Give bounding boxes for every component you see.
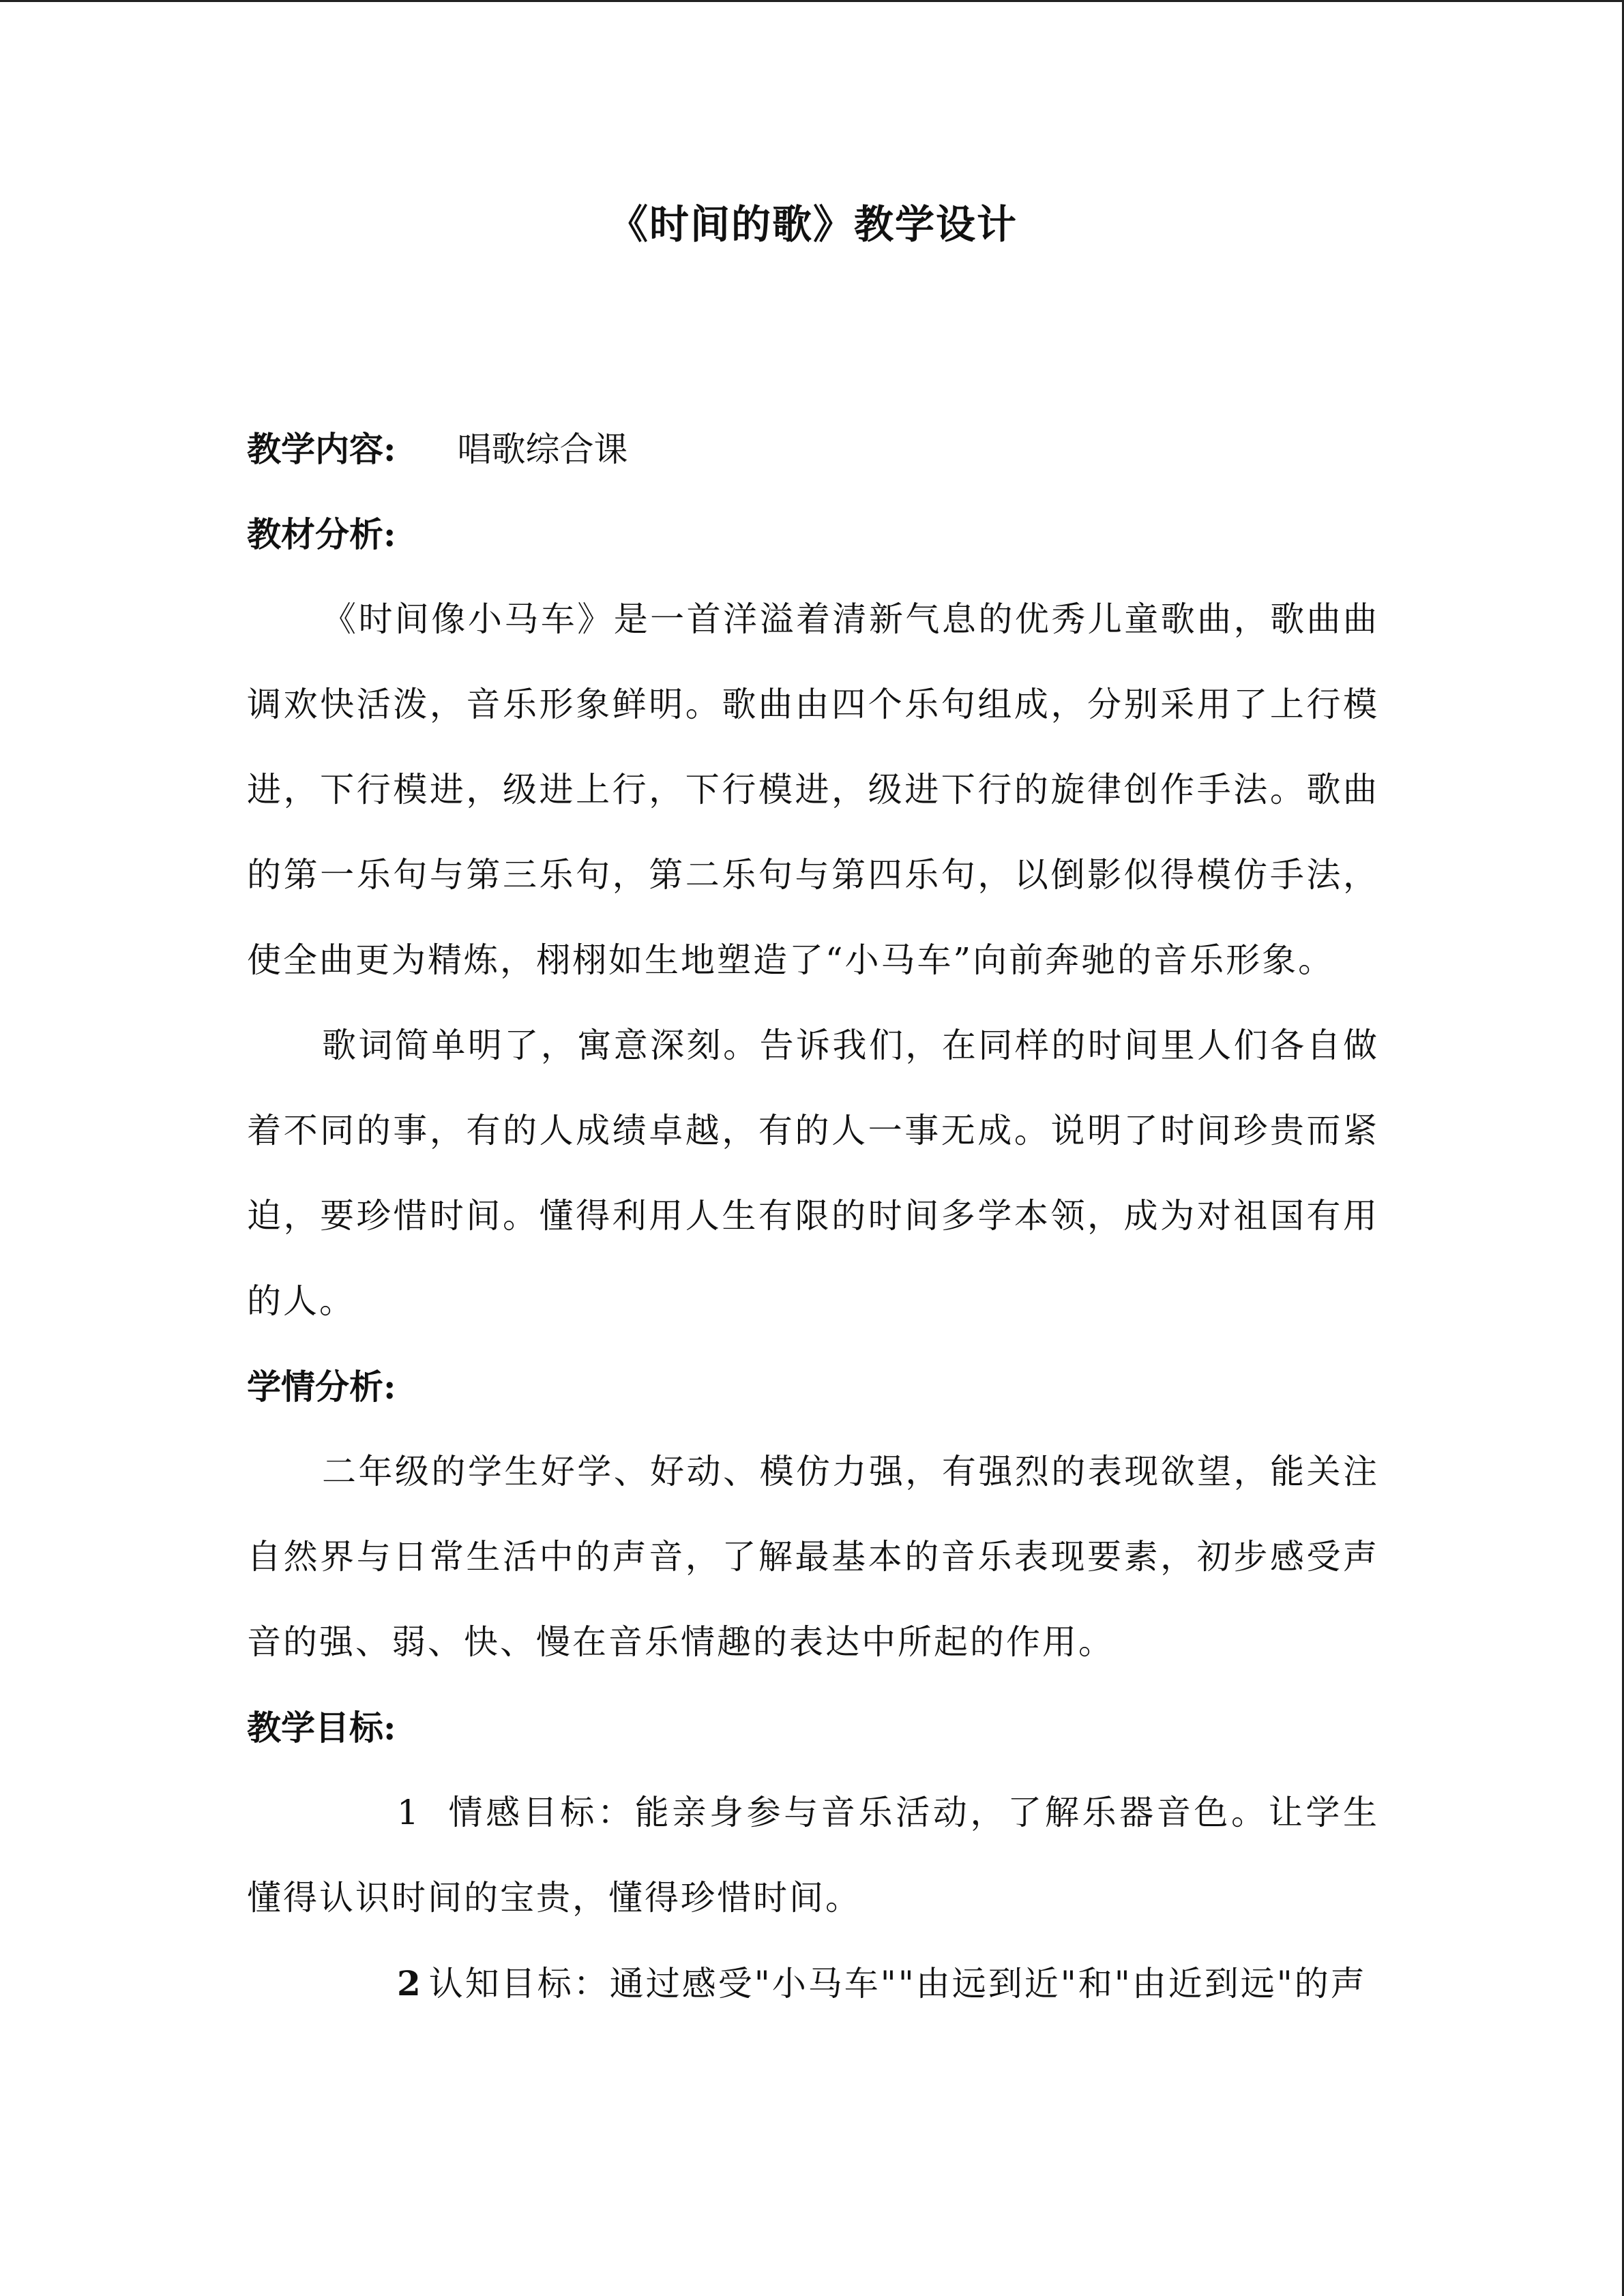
teaching-goal-1: [247, 1770, 1379, 1941]
material-analysis-paragraph-2: 歌词简单明了，寓意深刻。告诉我们，在同样的时间里人们各自做着不同的事，有的人成绩卓越，有的人一事无成。说明了时间珍贵而紧迫，要珍惜时间。懂得利用人生有限的时间多学本领，成为对祖国有用的人。: [247, 1026, 1379, 1321]
teaching-goal-2: [247, 1941, 1379, 2027]
goal-number: 1: [397, 1793, 419, 1832]
goal-number: 2: [397, 1963, 421, 2003]
section-heading-student-analysis: 学情分析:: [247, 1367, 396, 1407]
section-teaching-goals: [247, 1685, 1379, 2027]
teaching-content-value: 唱歌综合课: [457, 430, 628, 469]
document-title: 《时间的歌》教学设计: [608, 201, 1018, 248]
teaching-content-heading: [247, 406, 1379, 492]
material-analysis-paragraph-1: 《时间像小马车》是一首洋溢着清新气息的优秀儿童歌曲，歌曲曲调欢快活泼，音乐形象鲜明。歌曲由四个乐句组成，分别采用了上行模进，下行模进，级进上行，下行模进，级进下行的旋律创作手法。歌曲的第一乐句与第三乐句，第二乐句与第四乐句，以倒影似得模仿手法，使全曲更为精炼，栩栩如生地塑造了“小马车”向前奔驰的音乐形象。: [247, 599, 1379, 980]
top-border-line: [0, 0, 1624, 2]
teaching-content-label: 教学内容:: [247, 429, 396, 469]
goal-text: 情感目标：能亲身参与音乐活动，了解乐器音色。让学生懂得认识时间的宝贵，懂得珍惜时间。: [247, 1793, 1379, 1918]
section-material-analysis: [247, 492, 1379, 1344]
section-heading-material-analysis: 教材分析:: [247, 514, 396, 554]
section-student-analysis: [247, 1344, 1379, 1685]
goal-text: 认知目标：通过感受"小马车""由远到近"和"由近到远"的声: [428, 1964, 1367, 2003]
document-page: [247, 201, 1379, 2027]
student-analysis-paragraph-1: 二年级的学生好学、好动、模仿力强，有强烈的表现欲望，能关注自然界与日常生活中的声音，了解最基本的音乐表现要素，初步感受声音的强、弱、快、慢在音乐情趣的表达中所起的作用。: [247, 1452, 1379, 1662]
section-heading-teaching-goals: 教学目标:: [247, 1708, 396, 1748]
